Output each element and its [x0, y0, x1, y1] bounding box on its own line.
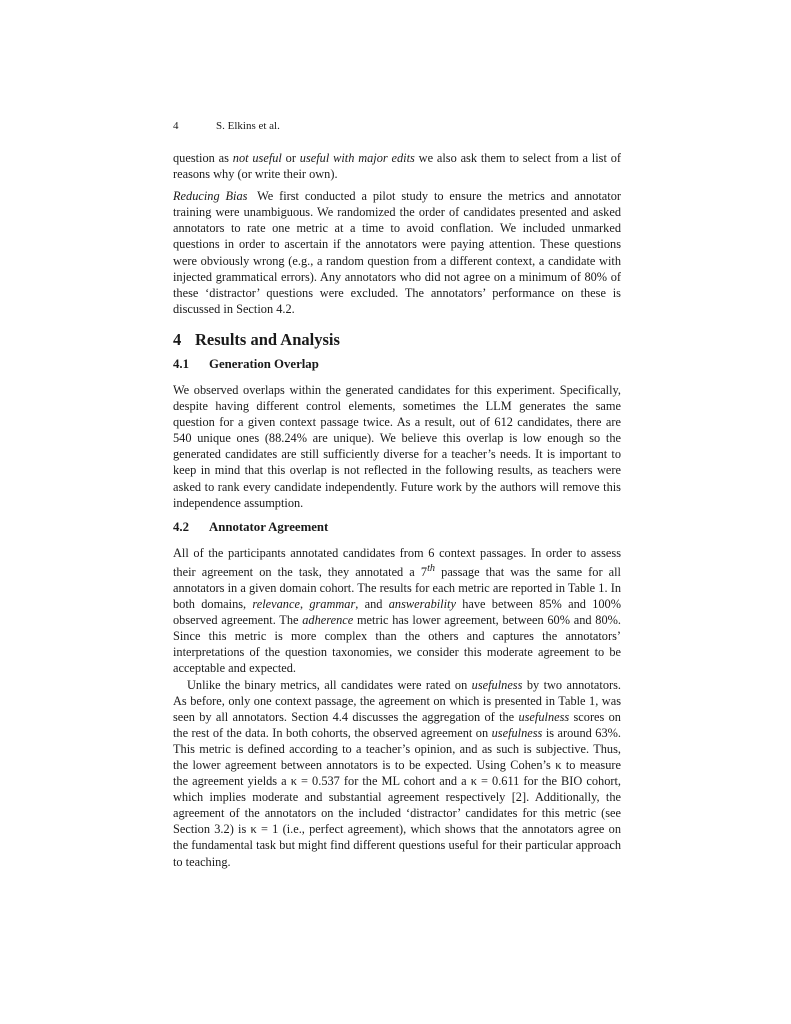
text-run: question as: [173, 151, 233, 165]
paragraph-title: Reducing Bias: [173, 189, 248, 204]
paragraph-usefulness-agreement: [173, 677, 621, 870]
emphasis: usefulness: [491, 725, 543, 740]
subsection-number: 4.1: [173, 356, 189, 371]
text-run: or: [281, 151, 300, 165]
text-run: have between 85% and 100% observed agreement. The: [173, 597, 621, 628]
text-run: is around 63%. This metric is defined according to a teacher’s opinion, and as such is subjective. Thus, the lower agreement between annotators is to be expected. Using Cohen’s κ to measure the agreement yields a κ = 0.537 for the ML cohort and a κ = 0.611 for the BIO cohort, which implies moderate and substantial agreement respectively [2]. Additionally, the agreement of the annotators on the included ‘distractor’ candidates for this metric (see Section 3.2) is κ = 1 (i.e., perfect agreement), which shows that the annotators agree on the fundamental task but might find different questions useful for their particular approach to teaching.: [173, 725, 621, 869]
subsection-title: Annotator Agreement: [209, 519, 329, 534]
text-run: , and: [355, 597, 389, 612]
section-heading: [173, 330, 621, 350]
emphasis: not useful: [232, 151, 282, 165]
subsection-heading-4-2: [173, 519, 621, 535]
emphasis: adherence: [302, 613, 354, 628]
section-title: Results and Analysis: [195, 329, 340, 349]
text-run: Unlike the binary metrics, all candidates were rated on: [187, 677, 472, 692]
subsection-heading-4-1: [173, 356, 621, 372]
text-run: by two annotators. As before, only one context passage, the agreement on which is presented in Table 1, was seen by all annotators. Section 4.4 discusses the aggregation of the: [173, 677, 621, 724]
running-authors: S. Elkins et al.: [216, 120, 280, 132]
text-run: we also ask them to select from a list of reasons why (or write their own).: [173, 151, 622, 182]
superscript: th: [427, 562, 436, 574]
text-run: scores on the rest of the data. In both cohorts, the observed agreement on: [173, 709, 621, 740]
running-header: [173, 119, 280, 133]
emphasis: usefulness: [518, 709, 570, 724]
emphasis: usefulness: [471, 677, 523, 692]
text-run: metric has lower agreement, between 60% and 80%. Since this metric is more complex than the others and captures the annotators’ interpretations of the question taxonomies, we consider this moderate agreement to be acceptable and expected.: [173, 613, 621, 676]
section-number: 4: [173, 329, 182, 349]
text-run: All of the participants annotated candidates from 6 context passages. In order to assess their agreement on the task, they annotated a 7: [173, 545, 621, 579]
paragraph-annotator-agreement: [173, 545, 621, 677]
paragraph-text: We first conducted a pilot study to ensure the metrics and annotator training were unambiguous. We randomized the order of candidates presented and asked annotators to rate one metric at a time to avoid conflation. We included unmarked questions in order to ascertain if the annotators were paying attention. These questions were obviously wrong (e.g., a random question from a different context, a candidate with injected grammatical errors). Any annotators who did not agree on a minimum of 80% of these ‘distractor’ questions were excluded. The annotators’ performance on these is discussed in Section 4.2.: [173, 189, 621, 316]
text-run: passage that was the same for all annotators in a given domain cohort. The results for each metric are reported in Table 1. In both domains,: [173, 564, 621, 612]
emphasis: answerability: [388, 597, 456, 612]
body-text: [173, 150, 621, 870]
paragraph-continued: [173, 150, 621, 182]
subsection-number: 4.2: [173, 519, 189, 534]
emphasis: grammar: [309, 597, 356, 612]
subsection-title: Generation Overlap: [209, 356, 319, 371]
page-number: 4: [173, 120, 179, 132]
paragraph-generation-overlap: We observed overlaps within the generated candidates for this experiment. Specifically, despite having different control elements, sometimes the LLM generates the same question for a given context passage twice. As a result, out of 612 candidates, there are 540 unique ones (88.24% are unique). We believe this overlap is low enough so the generated candidates are still sufficiently diverse for a teacher’s needs. It is important to keep in mind that this overlap is not reflected in the following results, as teachers were asked to rank every candidate independently. Future work by the authors will remove this independence assumption.: [173, 382, 621, 510]
paragraph-reducing-bias: [173, 188, 621, 317]
text-run: ,: [299, 597, 310, 612]
emphasis: relevance: [252, 597, 300, 612]
emphasis: useful with major edits: [299, 151, 415, 165]
